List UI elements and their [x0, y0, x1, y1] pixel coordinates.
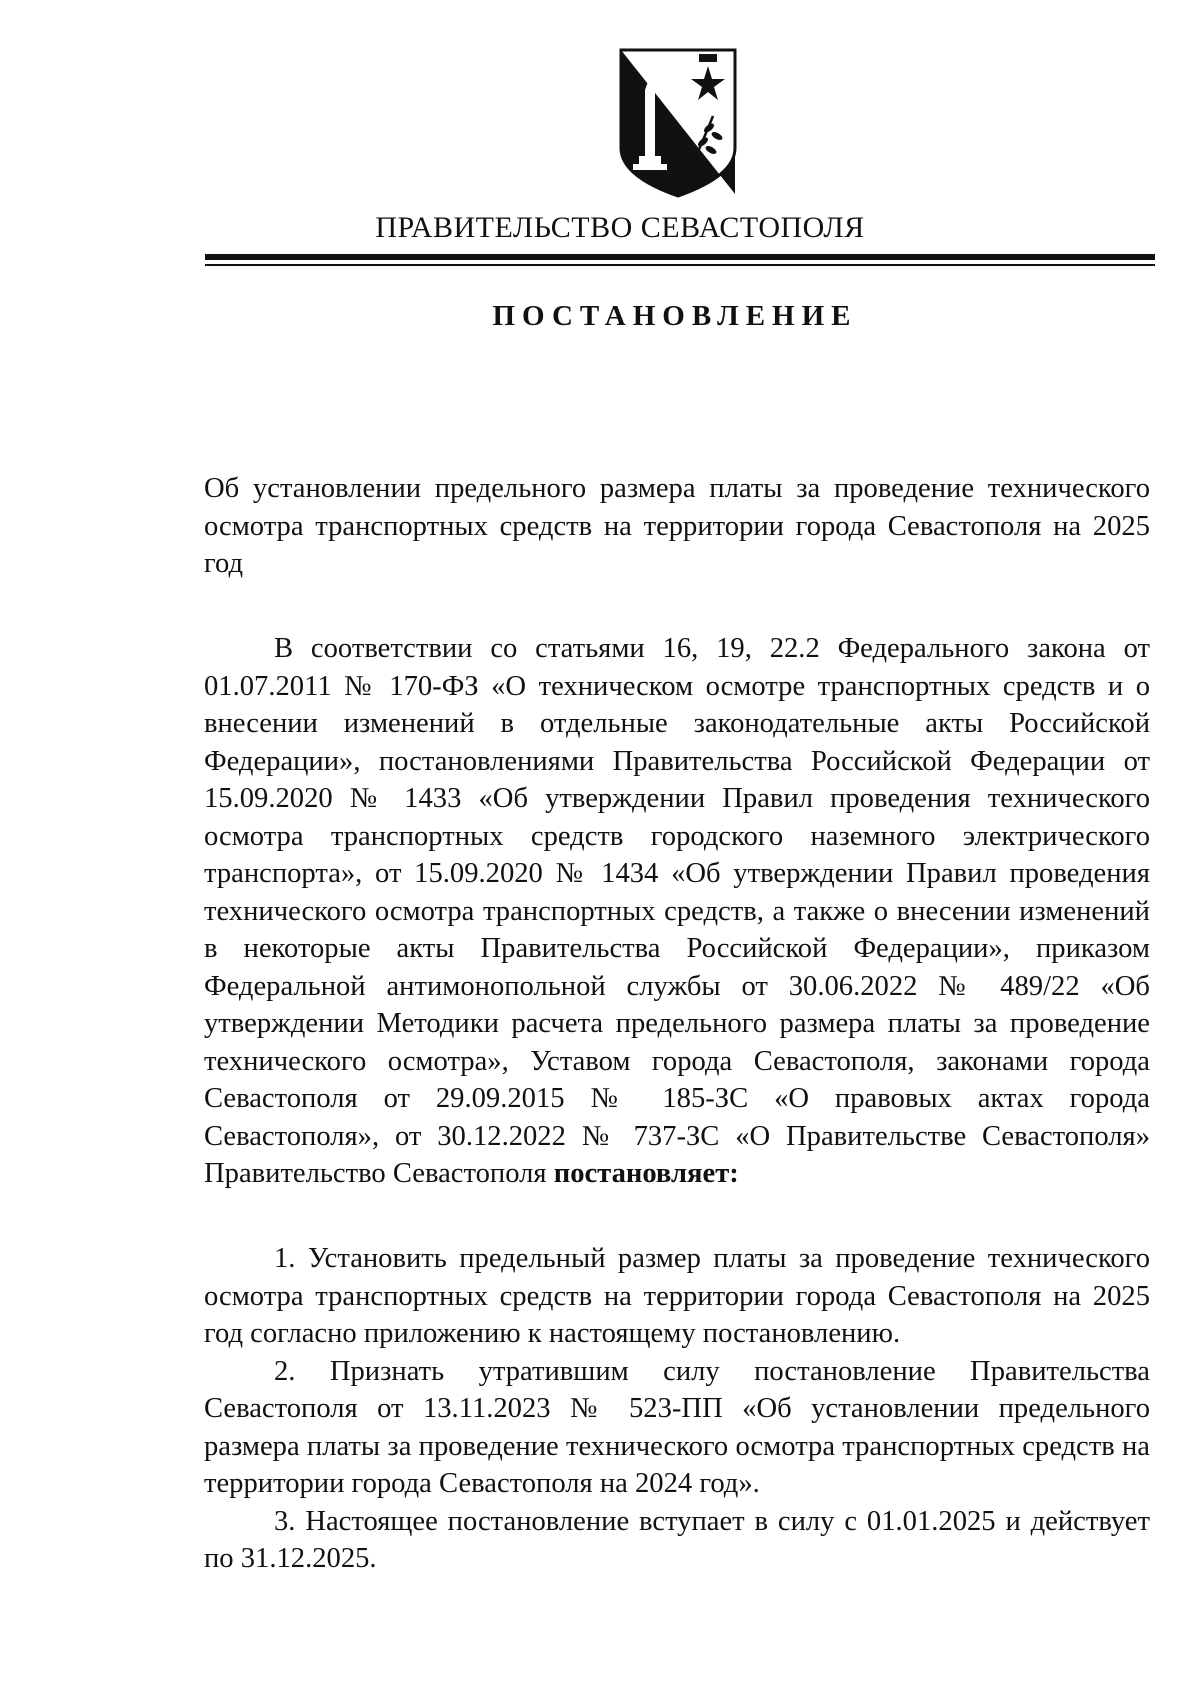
preamble-text: В соответствии со статьями 16, 19, 22.2 Федерального закона от 01.07.2011 № 170-ФЗ «О техническом осмотре транспортных средств и о внесении изменений в отдельные законодательные акты Российской Федерации», постановлениями Правительства Российской Федерации от 15.09.2020 № 1433 «Об утверждении Правил проведения технического осмотра транспортных средств городского наземного электрического транспорта», от 15.09.2020 № 1434 «Об утверждении Правил проведения технического осмотра транспортных средств, а также о внесении изменений в некоторые акты Правительства Российской Федерации», приказом Федеральной антимонопольной службы от 30.06.2022 № 489/22 «Об утверждении Методики расчета предельного размера платы за проведение технического осмотра», Уставом города Севастополя, законами города Севастополя от 29.09.2015 № 185-ЗС «О правовых актах города Севастополя», от 30.12.2022 № 737-ЗС «О Правительстве Севастополя» Правительство Севастополя	[204, 633, 1150, 1189]
decision-items	[204, 1240, 1150, 1578]
decision-word: постановляет:	[553, 1158, 739, 1189]
decision-item: 2. Признать утратившим силу постановление Правительства Севастополя от 13.11.2023 № 523-ПП «Об установлении предельного размера платы за проведение технического осмотра транспортных средств на территории города Севастополя на 2024 год».	[204, 1355, 1150, 1499]
decision-item: 3. Настоящее постановление вступает в силу с 01.01.2025 и действует по 31.12.2025.	[204, 1505, 1150, 1574]
header-rule-thin	[205, 264, 1155, 266]
preamble-paragraph	[204, 630, 1150, 1193]
document-title: Об установлении предельного размера платы за проведение технического осмотра транспортных средств на территории города Севастополя на 2025 год	[204, 473, 1150, 579]
authority-name: ПРАВИТЕЛЬСТВО СЕВАСТОПОЛЯ	[375, 211, 865, 244]
decision-item: 1. Установить предельный размер платы за проведение технического осмотра транспортных средств на территории города Севастополя на 2025 год согласно приложению к настоящему постановлению.	[204, 1243, 1150, 1349]
header-rule-thick	[205, 254, 1155, 260]
sevastopol-coat-of-arms-icon	[617, 46, 739, 198]
document-type-heading: ПОСТАНОВЛЕНИЕ	[492, 300, 858, 332]
